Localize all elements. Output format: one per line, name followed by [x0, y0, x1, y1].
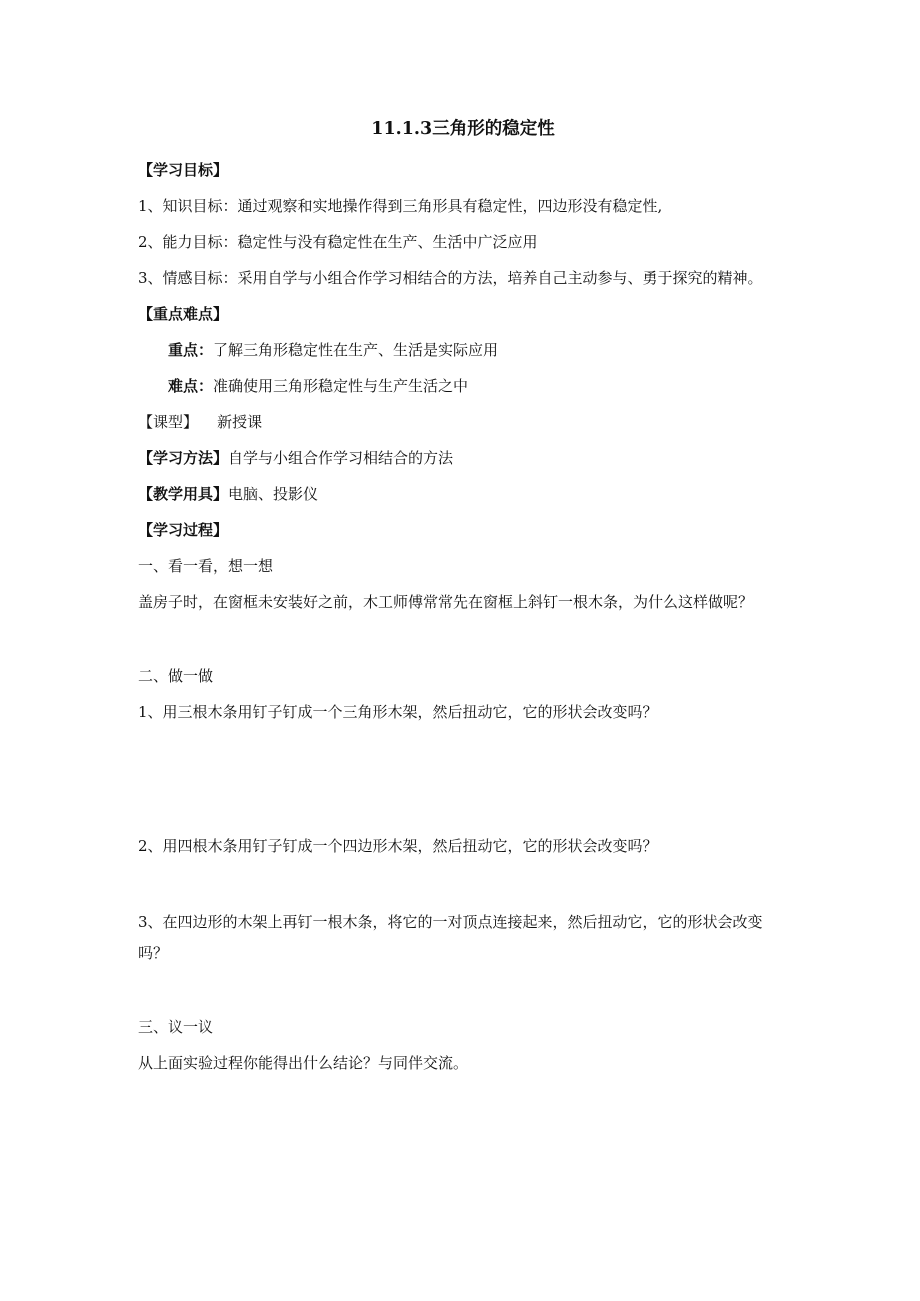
section-3-title: 三、议一议 — [138, 1018, 214, 1036]
spacer — [138, 620, 788, 658]
key-point — [138, 332, 788, 368]
section-2-question-2: 2、用四根木条用钉子钉成一个四边形木架，然后扭动它，它的形状会改变吗？ — [138, 837, 658, 855]
objective-emotion: 3、情感目标：采用自学与小组合作学习相结合的方法，培养自己主动参与、勇于探究的精神。 — [138, 269, 763, 287]
key-point-label: 重点： — [168, 341, 214, 359]
answer-space — [138, 971, 788, 1009]
section-2-question-1: 1、用三根木条用钉子钉成一个三角形木架，然后扭动它，它的形状会改变吗？ — [138, 703, 658, 721]
section-2-question-3: 3、在四边形的木架上再钉一根木条，将它的一对顶点连接起来，然后扭动它，它的形状会改变吗？ — [138, 913, 763, 962]
lesson-type — [138, 404, 788, 440]
lesson-type-label: 【课型】 — [138, 413, 199, 431]
teaching-tools-label: 【教学用具】 — [138, 485, 229, 503]
teaching-tools-value: 电脑、投影仪 — [228, 485, 319, 503]
study-method-value: 自学与小组合作学习相结合的方法 — [228, 449, 454, 467]
objective-ability: 2、能力目标：稳定性与没有稳定性在生产、生活中广泛应用 — [138, 233, 538, 251]
study-method — [138, 440, 788, 476]
key-point-text: 了解三角形稳定性在生产、生活是实际应用 — [213, 341, 499, 359]
difficult-point-text: 准确使用三角形稳定性与生产生活之中 — [213, 377, 469, 395]
key-points-heading: 【重点难点】 — [138, 305, 229, 323]
objective-knowledge: 1、知识目标：通过观察和实地操作得到三角形具有稳定性，四边形没有稳定性, — [138, 197, 663, 215]
section-3-text: 从上面实验过程你能得出什么结论？与同伴交流。 — [138, 1054, 469, 1072]
difficult-point-label: 难点： — [168, 377, 214, 395]
section-1-title: 一、看一看，想一想 — [138, 557, 274, 575]
document-body — [138, 116, 788, 1081]
answer-space — [138, 864, 788, 904]
section-2-title: 二、做一做 — [138, 667, 214, 685]
teaching-tools — [138, 476, 788, 512]
process-heading: 【学习过程】 — [138, 521, 229, 539]
objectives-heading: 【学习目标】 — [138, 161, 229, 179]
study-method-label: 【学习方法】 — [138, 449, 229, 467]
section-1-text: 盖房子时，在窗框未安装好之前，木工师傅常常先在窗框上斜钉一根木条，为什么这样做呢？ — [138, 593, 754, 611]
document-title: 11.1.3三角形的稳定性 — [371, 119, 555, 139]
answer-space — [138, 730, 788, 828]
difficult-point — [138, 368, 788, 404]
lesson-type-value: 新授课 — [217, 413, 263, 431]
